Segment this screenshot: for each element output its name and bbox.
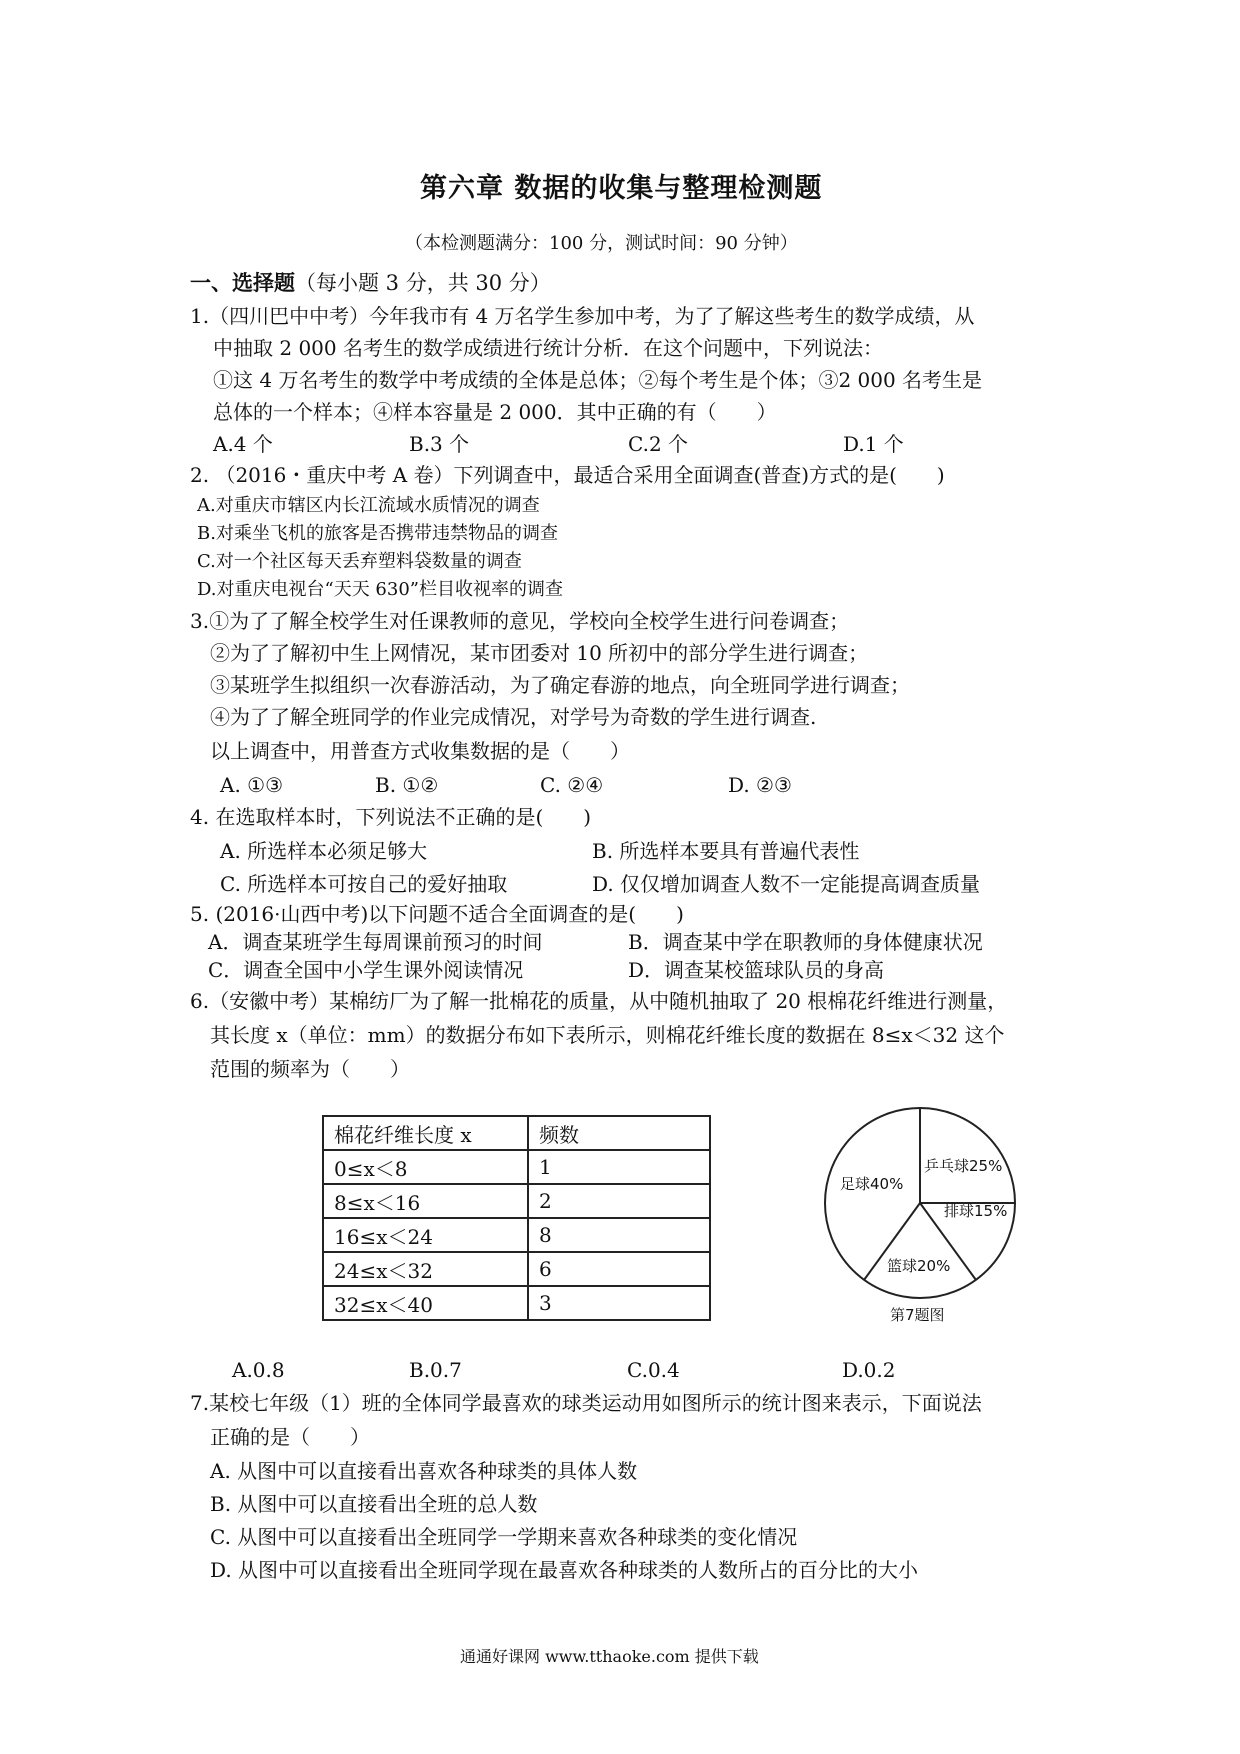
q6-line-3: 范围的频率为（ ） [210, 1057, 410, 1081]
table-cell-range: 16≤x＜24 [323, 1218, 528, 1252]
q7-line-1: 7.某校七年级（1）班的全体同学最喜欢的球类运动用如图所示的统计图来表示，下面说法 [190, 1391, 982, 1415]
q5-option-b: B．调查某中学在职教师的身体健康状况 [628, 930, 983, 954]
pie-label-pingpong: 乒乓球25% [924, 1157, 1003, 1175]
pie-chart [810, 1095, 1030, 1335]
q1-option-c: C.2 个 [628, 432, 689, 456]
table-header-row [323, 1116, 710, 1150]
table-cell-range: 32≤x＜40 [323, 1286, 528, 1320]
q2-option-d: D.对重庆电视台“天天 630”栏目收视率的调查 [197, 579, 563, 600]
q7-option-b: B. 从图中可以直接看出全班的总人数 [210, 1492, 538, 1516]
q1-line-1: 1.（四川巴中中考）今年我市有 4 万名学生参加中考，为了了解这些考生的数学成绩，从 [190, 304, 975, 328]
q3-line-5: 以上调查中，用普查方式收集数据的是（ ） [210, 739, 630, 763]
q3-option-d: D. ②③ [728, 773, 792, 797]
q5-option-a: A．调查某班学生每周课前预习的时间 [208, 930, 543, 954]
q7-option-c: C. 从图中可以直接看出全班同学一学期来喜欢各种球类的变化情况 [210, 1525, 798, 1549]
section-heading [190, 267, 551, 297]
q3-option-b: B. ①② [375, 773, 439, 797]
pie-label-basketball: 篮球20% [887, 1257, 951, 1275]
q1-option-b: B.3 个 [409, 432, 470, 456]
table-cell-count: 3 [528, 1286, 710, 1320]
section-note: （每小题 3 分，共 30 分） [295, 271, 551, 295]
q4-option-b: B. 所选样本要具有普遍代表性 [592, 839, 860, 863]
q6-line-1: 6.（安徽中考）某棉纺厂为了解一批棉花的质量，从中随机抽取了 20 根棉花纤维进行测量， [190, 989, 1008, 1013]
q1-line-2: 中抽取 2 000 名考生的数学成绩进行统计分析．在这个问题中，下列说法： [213, 336, 883, 360]
q5-option-c: C．调查全国中小学生课外阅读情况 [208, 958, 524, 982]
q1-line-4: 总体的一个样本；④样本容量是 2 000．其中正确的有（ ） [213, 400, 777, 424]
q6-option-c: C.0.4 [627, 1358, 680, 1382]
section-title: 一、选择题 [190, 270, 295, 295]
table-row [323, 1150, 710, 1184]
q4-stem: 4. 在选取样本时，下列说法不正确的是( ) [190, 805, 592, 829]
q3-line-2: ②为了了解初中生上网情况，某市团委对 10 所初中的部分学生进行调查； [210, 641, 869, 665]
q1-option-a: A.4 个 [213, 432, 273, 456]
q3-option-a: A. ①③ [220, 773, 284, 797]
q3-option-c: C. ②④ [540, 773, 604, 797]
figure-caption: 第7题图 [890, 1306, 945, 1324]
pie-label-volleyball: 排球15% [944, 1202, 1008, 1220]
page-title: 第六章 数据的收集与整理检测题 [420, 173, 823, 204]
q3-line-1: 3.①为了了解全校学生对任课教师的意见，学校向全校学生进行问卷调查； [190, 609, 850, 633]
q4-option-a: A. 所选样本必须足够大 [220, 839, 428, 863]
footer-credit: 通通好课网 www.tthaoke.com 提供下载 [460, 1647, 759, 1666]
q2-option-b: B.对乘坐飞机的旅客是否携带违禁物品的调查 [197, 523, 558, 544]
q7-line-2: 正确的是（ ） [210, 1425, 370, 1449]
q2-stem: 2. （2016・重庆中考 A 卷）下列调查中，最适合采用全面调查(普查)方式的是( ) [190, 463, 945, 487]
table-cell-range: 0≤x＜8 [323, 1150, 528, 1184]
table-header-length: 棉花纤维长度 x [323, 1116, 528, 1150]
q3-line-4: ④为了了解全班同学的作业完成情况，对学号为奇数的学生进行调查. [210, 705, 817, 729]
q4-option-c: C. 所选样本可按自己的爱好抽取 [220, 872, 508, 896]
pie-label-football: 足球40% [840, 1175, 904, 1193]
q7-option-d: D. 从图中可以直接看出全班同学现在最喜欢各种球类的人数所占的百分比的大小 [210, 1558, 919, 1582]
table-cell-range: 8≤x＜16 [323, 1184, 528, 1218]
frequency-table [322, 1115, 711, 1321]
table-header-frequency: 频数 [528, 1116, 710, 1150]
q2-option-a: A.对重庆市辖区内长江流域水质情况的调查 [197, 495, 540, 516]
table-row [323, 1184, 710, 1218]
q6-option-b: B.0.7 [409, 1358, 462, 1382]
table-cell-range: 24≤x＜32 [323, 1252, 528, 1286]
q4-option-d: D. 仅仅增加调查人数不一定能提高调查质量 [592, 872, 981, 896]
table-cell-count: 1 [528, 1150, 710, 1184]
q2-option-c: C.对一个社区每天丢弃塑料袋数量的调查 [197, 551, 522, 572]
q3-line-3: ③某班学生拟组织一次春游活动，为了确定春游的地点，向全班同学进行调查； [210, 673, 910, 697]
table-row [323, 1252, 710, 1286]
q6-option-d: D.0.2 [842, 1358, 896, 1382]
q5-stem: 5. (2016·山西中考)以下问题不适合全面调查的是( ) [190, 902, 684, 926]
q1-option-d: D.1 个 [843, 432, 904, 456]
page-subtitle: （本检测题满分：100 分，测试时间：90 分钟） [405, 233, 798, 254]
q5-option-d: D．调查某校篮球队员的身高 [628, 958, 885, 982]
table-row [323, 1218, 710, 1252]
q7-option-a: A. 从图中可以直接看出喜欢各种球类的具体人数 [210, 1459, 638, 1483]
table-cell-count: 6 [528, 1252, 710, 1286]
table-cell-count: 8 [528, 1218, 710, 1252]
q6-line-2: 其长度 x（单位：mm）的数据分布如下表所示，则棉花纤维长度的数据在 8≤x＜32 这个 [210, 1023, 1005, 1047]
q1-line-3: ①这 4 万名考生的数学中考成绩的全体是总体；②每个考生是个体；③2 000 名考生是 [213, 368, 983, 392]
q6-option-a: A.0.8 [232, 1358, 285, 1382]
table-cell-count: 2 [528, 1184, 710, 1218]
table-row [323, 1286, 710, 1320]
